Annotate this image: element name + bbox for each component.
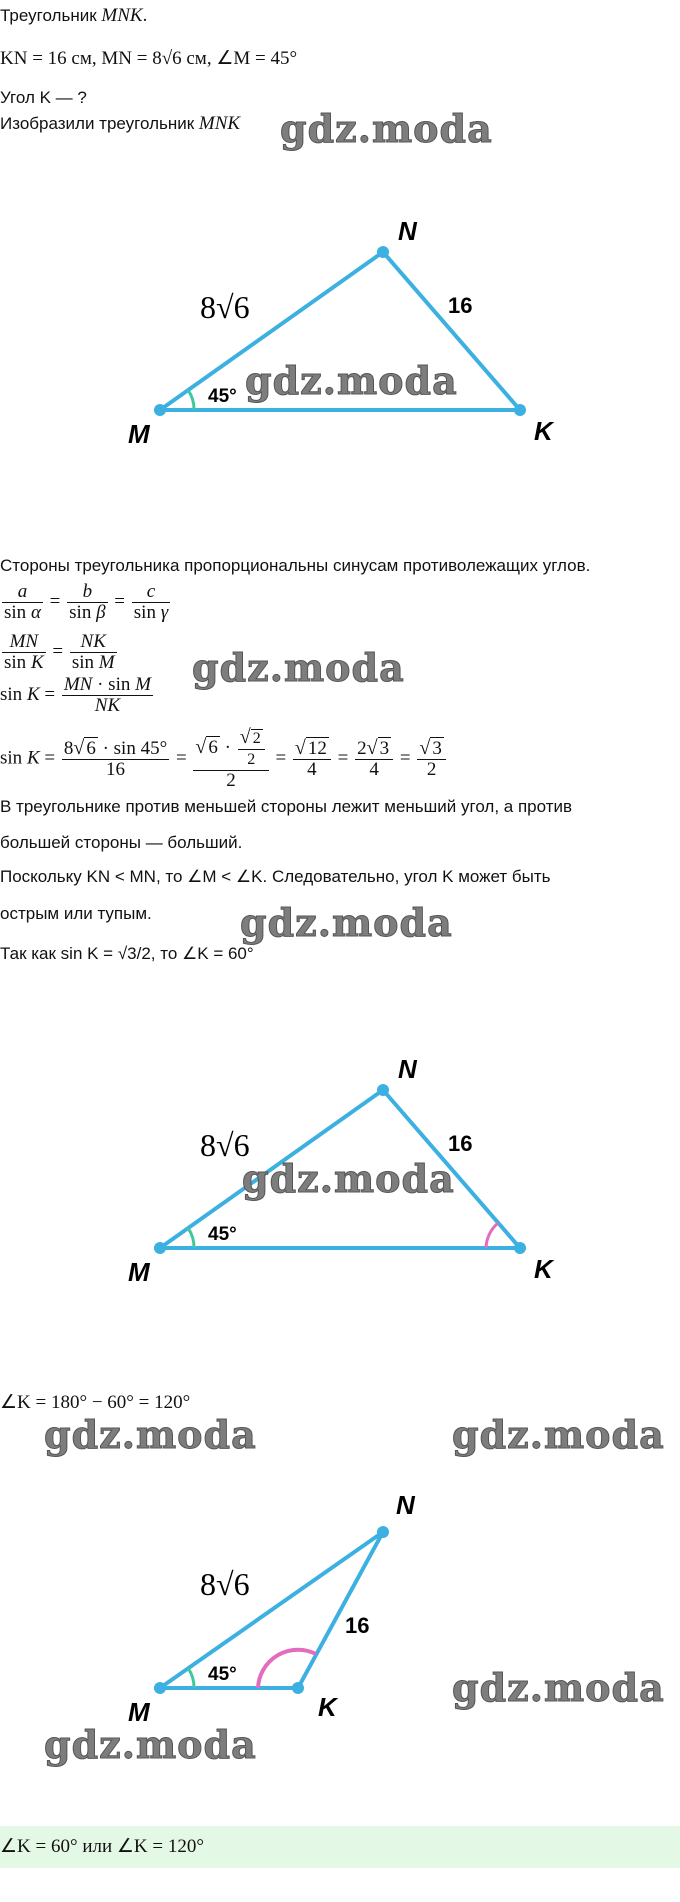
watermark: gdz.moda: [192, 645, 405, 690]
vertex-m-label-3: M: [128, 1697, 150, 1727]
formula-law-of-sines: $\frac{a}{\text{sin α}}$ = $\frac{b}{\text{sin β}}$ = $\frac{c}{\text{sin γ}}$: [4, 581, 169, 623]
obtuse-angle-formula: ∠K = 180° − 60° = 120°: [0, 1392, 191, 1413]
watermark: gdz.moda: [242, 1156, 455, 1201]
angle-m-arc-1: [188, 390, 194, 410]
reasoning-line-1: В треугольнике против меньшей стороны лежит меньший угол, а против: [0, 797, 573, 816]
angle-m-label-1: 45°: [208, 386, 237, 407]
side-mn-label-2: 8√6: [200, 1127, 250, 1163]
question: Угол K — ?: [0, 88, 87, 107]
side-mn-label-1: 8√6: [200, 289, 250, 325]
vertex-n-label-3: N: [396, 1490, 415, 1520]
answer-box: [0, 1826, 680, 1868]
watermark: gdz.moda: [452, 1665, 665, 1710]
vertex-k-label-3: K: [318, 1692, 337, 1722]
side-nk-label-3: 16: [345, 1613, 370, 1638]
answer-text: ∠K = 60° или ∠K = 120°: [0, 1836, 204, 1857]
vertex-m-label-1: M: [128, 419, 150, 449]
formula-ratio: $\frac{MN}{\text{sin K}}$ = $\frac{NK}{\text{sin M}}$: [4, 631, 115, 673]
side-nk-label-2: 16: [448, 1131, 473, 1156]
formula-sin-k: sin K = $\frac{\text{MN · sin M}}{NK}$: [0, 674, 151, 716]
watermark: gdz.moda: [452, 1412, 665, 1457]
vertex-n-label-2: N: [398, 1054, 417, 1084]
reasoning-line-4: острым или тупым.: [0, 904, 152, 923]
watermark: gdz.moda: [240, 900, 453, 945]
vertex-k-label-1: K: [534, 416, 553, 446]
watermark: gdz.moda: [245, 358, 458, 403]
watermark: gdz.moda: [44, 1722, 257, 1767]
angle-m-label-3: 45°: [208, 1664, 237, 1685]
angle-k-arc-2: [486, 1223, 498, 1248]
vertex-k-label-2: K: [534, 1254, 553, 1284]
given-data: KN = 16 см, MN = 8√6 см, ∠M = 45°: [0, 48, 298, 69]
reasoning-line-3: Поскольку KN < MN, то ∠M < ∠K. Следовательно, угол K может быть: [0, 867, 551, 886]
watermark: gdz.moda: [280, 106, 493, 151]
intro-title: Треугольник MNK.: [0, 5, 148, 26]
triangle-figure-1: [0, 190, 680, 470]
angle-m-arc-2: [188, 1228, 194, 1248]
triangle-mnk-3: [160, 1532, 383, 1688]
formula-calculation: sin K = $\frac{8√ 6 \cdot \sin 45^\circ}{16}$ = √ 6 · $\frac{√ 2}{2}$ 2 = $\frac{√ 12}{4}$ = $\frac{2√ 3}{4}$ = $\frac{√ 3}{2}$: [0, 727, 448, 785]
angle-m-label-2: 45°: [208, 1224, 237, 1245]
reasoning-line-5: Так как sin K = √3/2, то ∠K = 60°: [0, 944, 254, 963]
watermark: gdz.moda: [44, 1412, 257, 1457]
reasoning-line-2: большей стороны — больший.: [0, 833, 243, 852]
side-mn-label-3: 8√6: [200, 1566, 250, 1602]
drew-triangle-text: Изобразили треугольник MNK: [0, 113, 241, 134]
vertex-n-label-1: N: [398, 216, 417, 246]
vertex-m-label-2: M: [128, 1257, 150, 1287]
side-nk-label-1: 16: [448, 293, 473, 318]
theorem-text: Стороны треугольника пропорциональны синусам противолежащих углов.: [0, 556, 591, 575]
angle-m-arc-3: [188, 1668, 194, 1688]
